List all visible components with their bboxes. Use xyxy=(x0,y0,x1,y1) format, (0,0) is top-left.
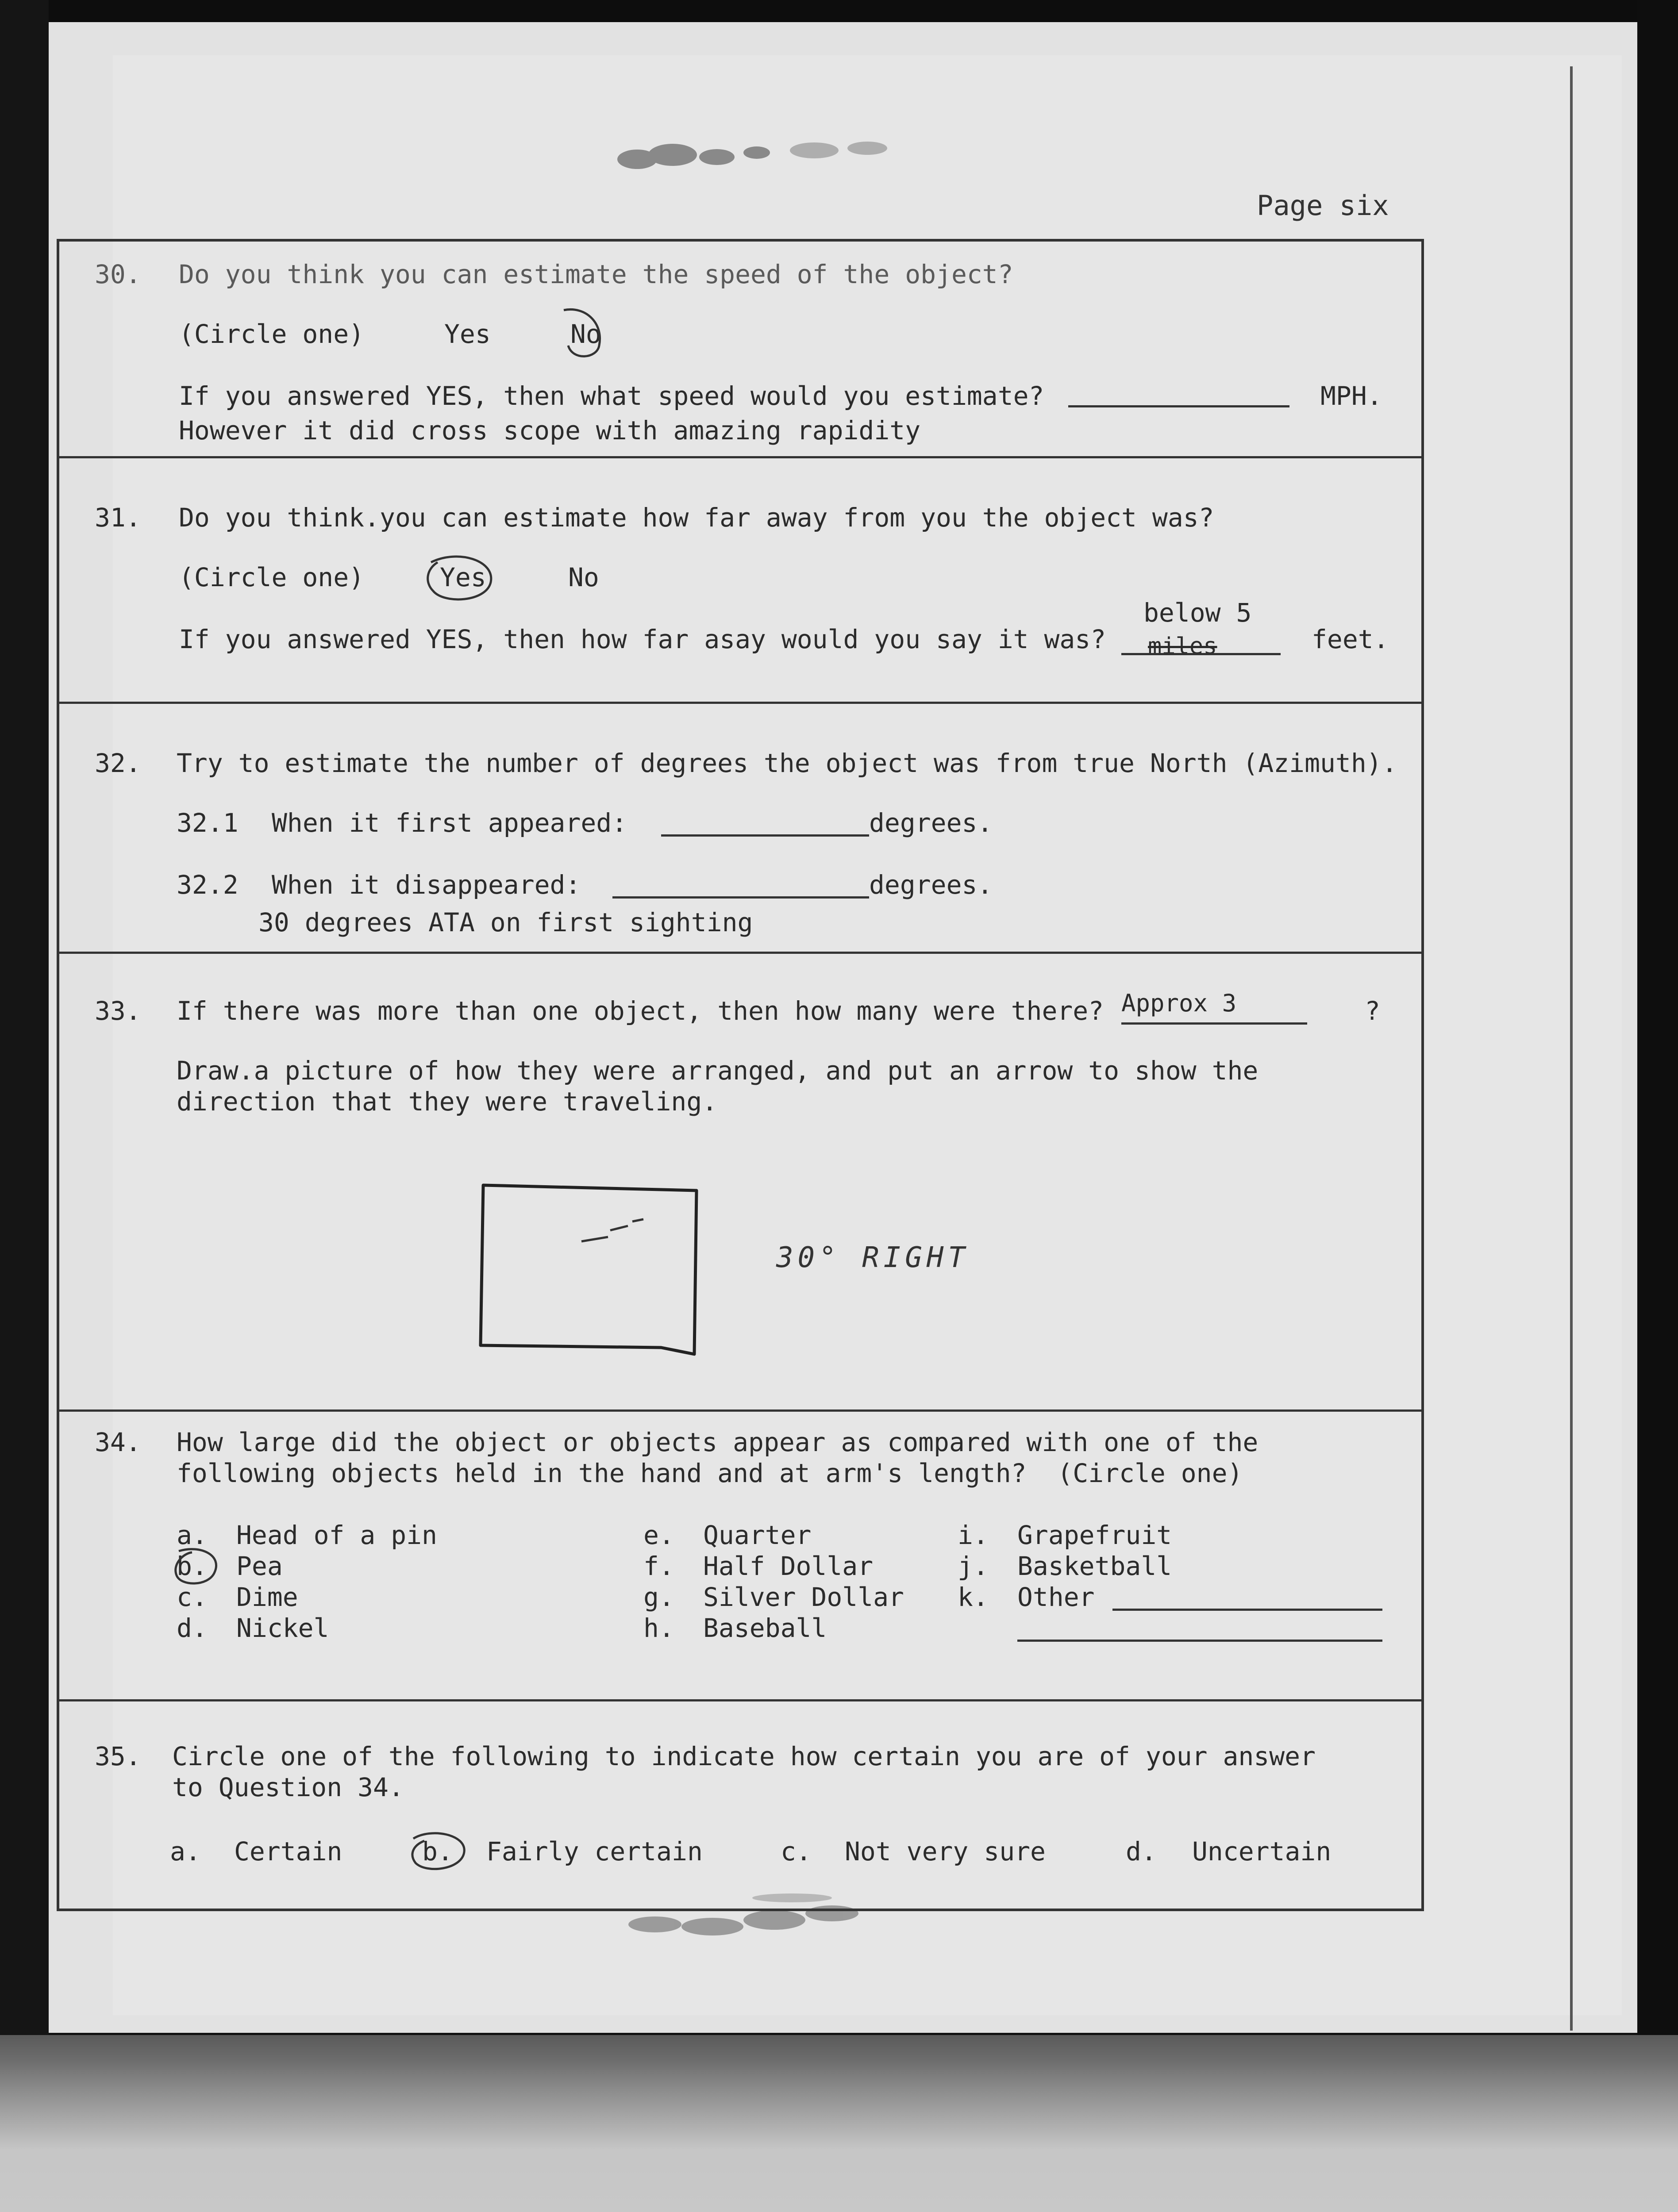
disappeared-degrees-field[interactable] xyxy=(612,896,869,899)
count-answer: Approx 3 xyxy=(1121,989,1237,1017)
option-a-label[interactable]: Certain xyxy=(234,1836,343,1866)
option-k-label[interactable]: Other xyxy=(1017,1582,1095,1612)
hand-drawn-sketch-box[interactable] xyxy=(475,1177,705,1363)
option-no[interactable]: No xyxy=(570,319,601,349)
unit-label: MPH. xyxy=(1320,381,1382,411)
option-i-letter[interactable]: i. xyxy=(958,1520,989,1550)
option-i-label[interactable]: Grapefruit xyxy=(1017,1520,1172,1550)
option-c-label[interactable]: Not very sure xyxy=(845,1836,1046,1866)
subitem-number: 32.1 xyxy=(177,808,239,838)
question-number: 30. xyxy=(95,259,141,289)
question-34-section xyxy=(59,1412,1421,1701)
option-b-label[interactable]: Fairly certain xyxy=(486,1836,703,1866)
option-no[interactable]: No xyxy=(568,562,599,592)
question-31-section xyxy=(59,458,1421,704)
question-number: 31. xyxy=(95,503,141,533)
speed-answer-field[interactable] xyxy=(1068,405,1289,407)
option-c-label[interactable]: Dime xyxy=(236,1582,298,1612)
page-number-label: Page six xyxy=(1257,189,1389,222)
draw-instruction: Draw.a picture of how they were arranged, and put an arrow to show the xyxy=(177,1056,1258,1086)
subitem-label: When it first appeared: xyxy=(272,808,627,838)
option-g-letter[interactable]: g. xyxy=(643,1582,674,1612)
trailing-mark: ? xyxy=(1365,996,1380,1026)
option-e-label[interactable]: Quarter xyxy=(703,1520,812,1550)
distance-answer-field[interactable] xyxy=(1121,653,1281,655)
typed-answer-note: However it did cross scope with amazing rapidity xyxy=(179,415,921,445)
option-yes[interactable]: Yes xyxy=(444,319,491,349)
subitem-number: 32.2 xyxy=(177,870,239,900)
question-text: Do you think.you can estimate how far away from you the object was? xyxy=(179,503,1214,533)
unit-label: feet. xyxy=(1312,624,1389,654)
struck-unit-miles: miles xyxy=(1148,633,1217,660)
answer-circle-mark xyxy=(400,1825,475,1878)
circle-one-prompt: (Circle one) xyxy=(179,319,365,349)
question-text-cont: to Question 34. xyxy=(172,1772,404,1802)
question-text: Do you think you can estimate the speed of the object? xyxy=(179,259,1013,289)
question-text: Circle one of the following to indicate how certain you are of your answer xyxy=(172,1741,1316,1771)
option-d-label[interactable]: Uncertain xyxy=(1192,1836,1332,1866)
option-a-letter[interactable]: a. xyxy=(177,1520,208,1550)
film-lower-margin xyxy=(0,2035,1678,2212)
option-d-label[interactable]: Nickel xyxy=(236,1613,329,1643)
question-text: If there was more than one object, then how many were there? xyxy=(177,996,1104,1026)
question-number: 32. xyxy=(95,748,141,778)
option-c-letter[interactable]: c. xyxy=(177,1582,208,1612)
other-size-field[interactable] xyxy=(1112,1609,1382,1611)
option-d-letter[interactable]: d. xyxy=(177,1613,208,1643)
questionnaire-form xyxy=(57,239,1424,1911)
film-border-left xyxy=(0,0,49,2079)
option-f-letter[interactable]: f. xyxy=(643,1551,674,1581)
option-k-letter[interactable]: k. xyxy=(958,1582,989,1612)
option-j-letter[interactable]: j. xyxy=(958,1551,989,1581)
question-number: 33. xyxy=(95,996,141,1026)
question-32-section xyxy=(59,704,1421,954)
sketch-direction-label: 30° RIGHT xyxy=(776,1241,970,1274)
option-d-letter[interactable]: d. xyxy=(1126,1836,1157,1866)
option-h-letter[interactable]: h. xyxy=(643,1613,674,1643)
followup-question: If you answered YES, then what speed would you estimate? xyxy=(179,381,1044,411)
film-border-right xyxy=(1637,0,1678,2079)
typed-answer-note: 30 degrees ATA on first sighting xyxy=(258,907,753,937)
option-e-letter[interactable]: e. xyxy=(643,1520,674,1550)
question-35-section xyxy=(59,1701,1421,1909)
question-text: How large did the object or objects appear as compared with one of the xyxy=(177,1427,1258,1457)
circle-one-prompt: (Circle one) xyxy=(179,562,365,592)
question-33-section xyxy=(59,954,1421,1412)
option-b-label[interactable]: Pea xyxy=(236,1551,283,1581)
count-answer-field[interactable] xyxy=(1121,1022,1307,1025)
question-30-section xyxy=(59,242,1421,458)
question-text-cont: following objects held in the hand and at arm's length? (Circle one) xyxy=(177,1458,1243,1488)
option-a-letter[interactable]: a. xyxy=(170,1836,201,1866)
question-number: 35. xyxy=(95,1741,141,1771)
distance-answer: below 5 xyxy=(1143,598,1252,628)
subitem-label: When it disappeared: xyxy=(272,870,581,900)
draw-instruction-cont: direction that they were traveling. xyxy=(177,1087,718,1117)
option-j-label[interactable]: Basketball xyxy=(1017,1551,1172,1581)
option-yes[interactable]: Yes xyxy=(440,562,486,592)
unit-label: degrees. xyxy=(869,808,993,838)
question-text: Try to estimate the number of degrees the object was from true North (Azimuth). xyxy=(177,748,1397,778)
option-a-label[interactable]: Head of a pin xyxy=(236,1520,437,1550)
option-b-letter[interactable]: b. xyxy=(422,1836,453,1866)
first-appeared-degrees-field[interactable] xyxy=(661,834,869,837)
answer-circle-mark xyxy=(413,551,502,613)
followup-question: If you answered YES, then how far asay would you say it was? xyxy=(179,624,1106,654)
option-c-letter[interactable]: c. xyxy=(781,1836,812,1866)
page-edge-shadow xyxy=(1570,66,1573,2031)
option-f-label[interactable]: Half Dollar xyxy=(703,1551,874,1581)
smudged-stamp-mark xyxy=(611,128,920,186)
other-size-field-line2[interactable] xyxy=(1017,1640,1382,1642)
option-h-label[interactable]: Baseball xyxy=(703,1613,827,1643)
question-number: 34. xyxy=(95,1427,141,1457)
option-g-label[interactable]: Silver Dollar xyxy=(703,1582,904,1612)
unit-label: degrees. xyxy=(869,870,993,900)
option-b-letter[interactable]: b. xyxy=(177,1551,208,1581)
answer-circle-mark xyxy=(555,301,608,363)
